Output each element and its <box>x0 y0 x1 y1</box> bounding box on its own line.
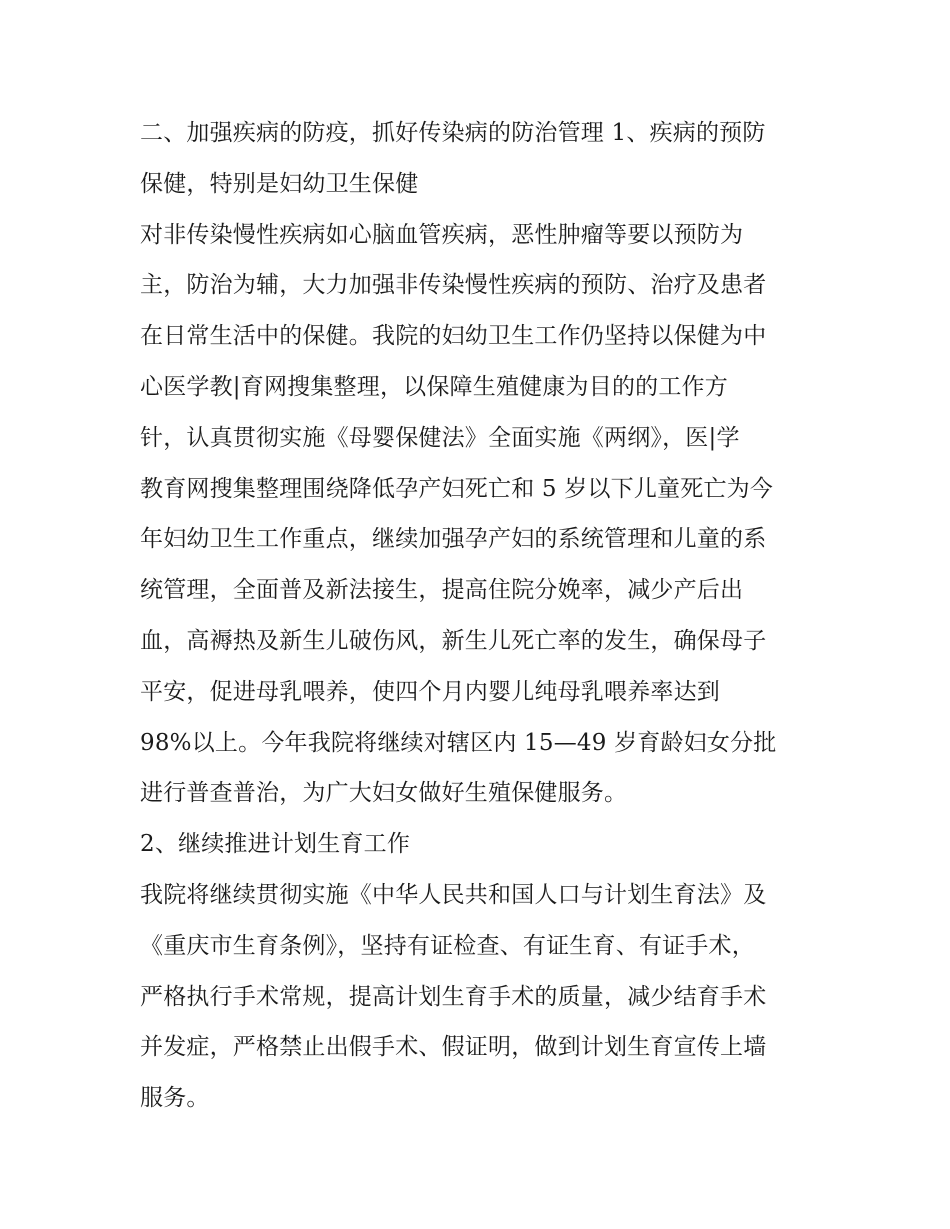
paragraph-line: 平安，促进母乳喂养，使四个月内婴儿纯母乳喂养率达到 <box>140 678 720 705</box>
paragraph-line: 主，防治为辅，大力加强非传染慢性疾病的预防、治疗及患者 <box>140 272 767 299</box>
paragraph-line: 统管理，全面普及新法接生，提高住院分娩率，减少产后出 <box>140 577 744 604</box>
paragraph-line: 教育网搜集整理围绕降低孕产妇死亡和 5 岁以下儿童死亡为今 <box>140 475 774 502</box>
paragraph-line: 并发症，严格禁止出假手术、假证明，做到计划生育宣传上墙 <box>140 1034 767 1061</box>
paragraph-line: 心医学教|育网搜集整理，以保障生殖健康为目的的工作方 <box>140 373 728 400</box>
paragraph-line: 年妇幼卫生工作重点，继续加强孕产妇的系统管理和儿童的系 <box>140 526 767 553</box>
paragraph-line: 针，认真贯彻实施《母婴保健法》全面实施《两纲》，医|学 <box>140 424 740 451</box>
paragraph-line: 严格执行手术常规，提高计划生育手术的质量，减少结育手术 <box>140 983 767 1010</box>
subsection-heading-line: 2、继续推进计划生育工作 <box>140 831 411 858</box>
document-body <box>140 108 830 1124</box>
paragraph-line: 《重庆市生育条例》，坚持有证检查、有证生育、有证手术， <box>140 932 755 959</box>
paragraph-line: 我院将继续贯彻实施《中华人民共和国人口与计划生育法》及 <box>140 881 767 908</box>
section-heading-line: 二、加强疾病的防疫，抓好传染病的防治管理 1、疾病的预防 <box>140 120 766 146</box>
section-heading-line: 保健，特别是妇幼卫生保健 <box>140 170 419 197</box>
paragraph-line: 在日常生活中的保健。我院的妇幼卫生工作仍坚持以保健为中 <box>140 323 767 350</box>
paragraph-line: 98%以上。今年我院将继续对辖区内 15—49 岁育龄妇女分批 <box>140 729 777 756</box>
paragraph-line: 对非传染慢性疾病如心脑血管疾病，恶性肿瘤等要以预防为 <box>140 221 744 248</box>
paragraph-line: 进行普查普治，为广大妇女做好生殖保健服务。 <box>140 780 628 807</box>
paragraph-line: 血，高褥热及新生儿破伤风，新生儿死亡率的发生，确保母子 <box>140 627 767 654</box>
paragraph-line: 服务。 <box>140 1085 210 1112</box>
